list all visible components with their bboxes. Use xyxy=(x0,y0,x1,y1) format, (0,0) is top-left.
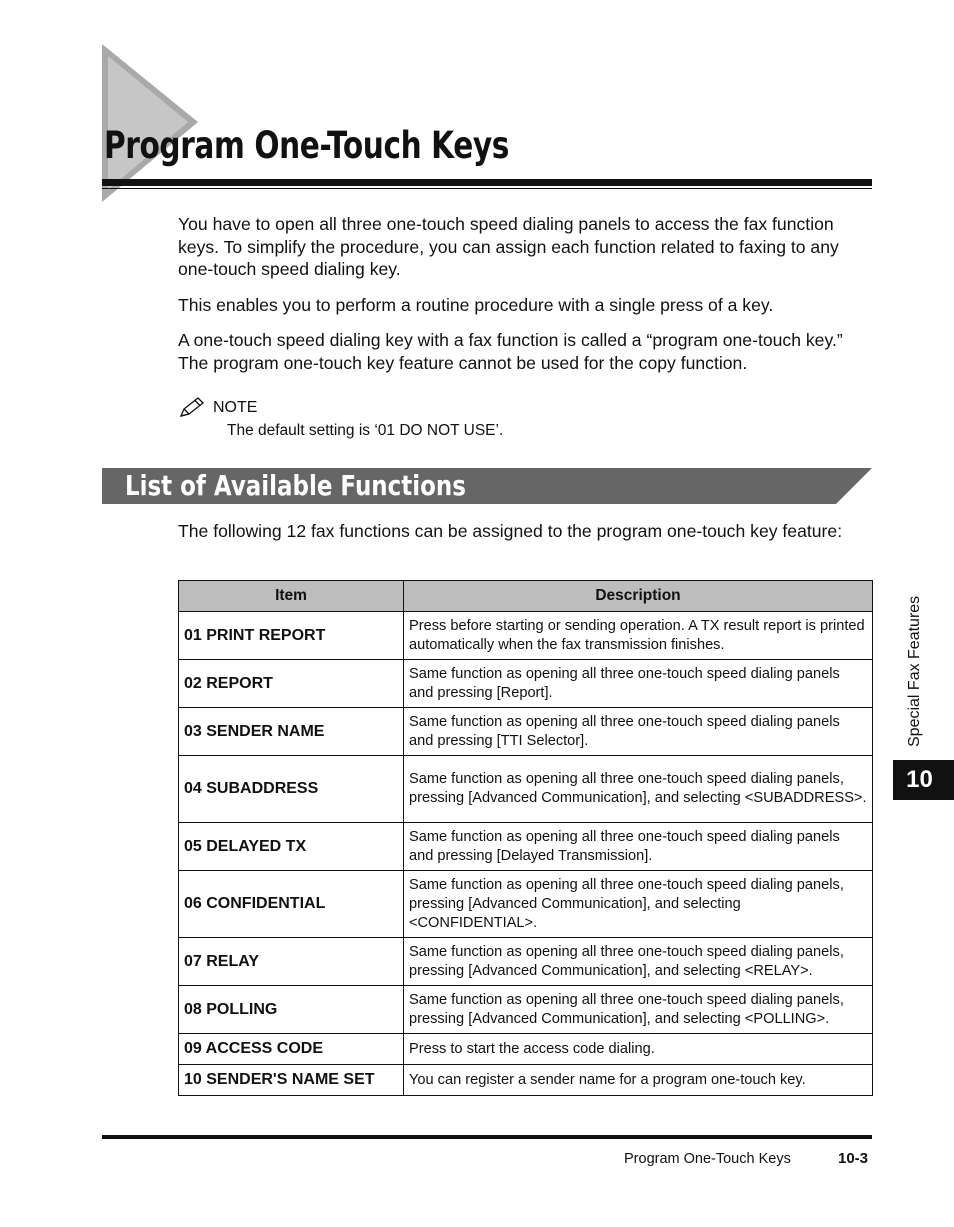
description-cell: Same function as opening all three one-touch speed dialing panels and pressing [TTI Selector]. xyxy=(404,708,873,756)
description-cell: Press to start the access code dialing. xyxy=(404,1034,873,1065)
item-cell: 09 ACCESS CODE xyxy=(179,1034,404,1065)
intro-paragraph: You have to open all three one-touch speed dialing panels to access the fax function keys. To simplify the procedure, you can assign each function related to faxing to any one-touch speed dialing key. xyxy=(178,214,839,279)
description-cell: Press before starting or sending operation. A TX result report is printed automatically when the fax transmission finishes. xyxy=(404,612,873,660)
description-cell: Same function as opening all three one-touch speed dialing panels and pressing [Report]. xyxy=(404,660,873,708)
item-cell: 06 CONFIDENTIAL xyxy=(179,871,404,938)
title-rule xyxy=(102,179,872,186)
description-cell: Same function as opening all three one-touch speed dialing panels, pressing [Advanced Communication], and selecting <CONFIDENTIAL>. xyxy=(404,871,873,938)
column-header-description: Description xyxy=(404,581,873,612)
note-text: The default setting is ‘01 DO NOT USE’. xyxy=(227,422,504,439)
description-cell: You can register a sender name for a program one-touch key. xyxy=(404,1065,873,1096)
chapter-tab: 10 xyxy=(893,760,954,800)
description-cell: Same function as opening all three one-touch speed dialing panels, pressing [Advanced Communication], and selecting <POLLING>. xyxy=(404,986,873,1034)
item-cell: 05 DELAYED TX xyxy=(179,823,404,871)
table-row xyxy=(179,986,873,1034)
table-row xyxy=(179,938,873,986)
description-cell: Same function as opening all three one-touch speed dialing panels, pressing [Advanced Communication], and selecting <SUBADDRESS>. xyxy=(404,756,873,823)
note-label: NOTE xyxy=(213,399,258,416)
chapter-side-label: Special Fax Features xyxy=(906,595,923,747)
intro-paragraph: A one-touch speed dialing key with a fax function is called a “program one-touch key.” The program one-touch key feature cannot be used for the copy function. xyxy=(178,330,843,373)
item-cell: 08 POLLING xyxy=(179,986,404,1034)
item-cell: 01 PRINT REPORT xyxy=(179,612,404,660)
table-row xyxy=(179,823,873,871)
table-row xyxy=(179,871,873,938)
table-row xyxy=(179,756,873,823)
item-cell: 03 SENDER NAME xyxy=(179,708,404,756)
footer-rule xyxy=(102,1135,872,1139)
table-row xyxy=(179,1065,873,1096)
pencil-icon xyxy=(178,396,206,420)
item-cell: 02 REPORT xyxy=(179,660,404,708)
functions-table xyxy=(178,580,873,1096)
page-title: Program One-Touch Keys xyxy=(104,124,509,167)
item-cell: 04 SUBADDRESS xyxy=(179,756,404,823)
table-row xyxy=(179,708,873,756)
item-cell: 07 RELAY xyxy=(179,938,404,986)
table-row xyxy=(179,612,873,660)
table-row xyxy=(179,1034,873,1065)
description-cell: Same function as opening all three one-touch speed dialing panels and pressing [Delayed Transmission]. xyxy=(404,823,873,871)
page-number: 10-3 xyxy=(838,1150,869,1167)
intro-paragraph: This enables you to perform a routine procedure with a single press of a key. xyxy=(178,294,774,315)
column-header-item: Item xyxy=(179,581,404,612)
table-header-row xyxy=(179,581,873,612)
footer-running-title: Program One-Touch Keys xyxy=(624,1151,791,1167)
title-rule-thin xyxy=(102,188,872,189)
item-cell: 10 SENDER'S NAME SET xyxy=(179,1065,404,1096)
table-row xyxy=(179,660,873,708)
description-cell: Same function as opening all three one-touch speed dialing panels, pressing [Advanced Communication], and selecting <RELAY>. xyxy=(404,938,873,986)
section-intro: The following 12 fax functions can be assigned to the program one-touch key feature: xyxy=(178,521,843,541)
intro-text xyxy=(178,213,858,387)
section-title: List of Available Functions xyxy=(125,469,466,502)
